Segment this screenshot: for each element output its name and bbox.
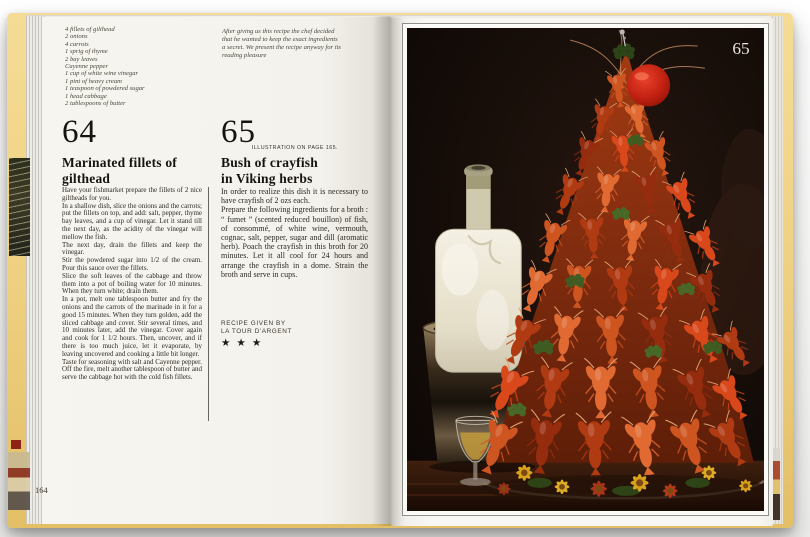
tomato-garnish [627,64,670,106]
right-page [391,18,773,526]
ingredient-line: 2 onions [65,33,88,41]
column-divider-rule [208,187,209,421]
recipe-64-paragraph: In a shallow dish, slice the onions and the carrots; put the fillets on top, and add: salt, pepper, thyme bay leaves, and a cup of vinegar. Let it stand till the next day, as the acidity of the vinegar will mellow the fish. [62,201,202,241]
underlying-page-artwork-fragment [9,158,30,256]
recipe-64-paragraph: Slice the soft leaves of the cabbage and throw them into a pot of boiling water for 10 minutes. When they turn white; drain them. [62,271,202,296]
illustration-reference-note: ILLUSTRATION ON PAGE 165. [252,145,338,151]
ingredient-line: 2 tablespoons of butter [65,100,126,108]
ingredient-list [65,26,145,107]
recipe-65-title-line: Bush of crayfish [221,155,318,170]
recipe-64-paragraph: The next day, drain the fillets and keep the vinegar. [62,240,202,257]
underlying-page-color-fragment [8,452,30,510]
left-page-number: 164 [35,485,48,495]
photo-frame [402,23,769,516]
ingredient-line: 2 bay leaves [65,55,98,63]
recipe-64-title: Marinated fillets of gilthead [62,155,177,186]
photo-page-number: 65 [732,39,750,59]
recipe-credit [221,320,292,336]
ingredient-line: 4 fillets of gilthead [65,26,115,33]
ingredient-line: 1 head cabbage [65,92,107,100]
rating-stars: ★★★ [221,338,268,349]
ingredient-line: 1 cup of white wine vinegar [65,70,139,78]
ingredient-line: 1 sprig of thyme [65,48,108,56]
recipe-65-title-line: in Viking herbs [221,170,313,186]
recipe-64-paragraph: Have your fishmarket prepare the fillets of 2 nice giltheads for you. [62,186,202,202]
recipe-credit-line: LA TOUR D'ARGENT [221,328,292,335]
recipe-64-number: 64 [62,114,97,150]
editor-note: After giving us this recipe the chef decided that he wanted to keep the exact ingredients a secret. We present the recipe anyway for its reading pleasure [222,28,341,59]
ingredient-line: 4 carrots [65,40,89,48]
ingredient-line: 1 teaspoon of powdered sugar [65,85,145,93]
recipe-65-body [221,187,368,279]
recipe-65-paragraph: In order to realize this dish it is necessary to have crayfish of 2 ozs each. [221,187,368,206]
recipe-64-paragraph: Stir the powdered sugar into 1/2 of the cream. Pour this sauce over the fillets. [62,256,202,272]
recipe-65-title [221,155,371,186]
recipe-64-body [62,187,202,382]
underlying-page-color-fragment [11,440,21,449]
ingredient-line: Cayenne pepper [65,63,109,71]
recipe-64-paragraph: Taste for seasoning with salt and Cayenne pepper. [62,357,202,366]
recipe-credit-line: RECIPE GIVEN BY [221,320,286,327]
recipe-64-paragraph: Off the fire, melt another tablespoon of butter and serve the cabbage hot with the cold fish fillets. [62,365,202,382]
recipe-64-paragraph: In a pot, melt one tablespoon butter and fry the onions and the carrots of the marinade in it for a good 15 minutes. When they turn golden, add the sliced cabbage and cover. Stir several times, and 10 minutes later, add the vinegar. Cover again and cook for 1 1/2 hours. Then, uncover, and if there is too much juice, let it evaporate, by leaving uncovered and cooking a little bit longer. [62,295,202,358]
crayfish-photo [407,28,764,511]
left-page [42,17,391,524]
recipe-65-paragraph: Prepare the following ingredients for a broth : “ fumet ” (scented reduced bouillon) of fish, of consommé, of white wine, vermouth, cognac, salt, pepper, sugar and dill (aromatic herb). Poach the crayfish in this broth for 20 minutes. Let it all cool for 24 hours and arrange the crayfish in a dome. Strain the broth and serve in cups. [221,205,368,279]
recipe-65-number: 65 [221,114,256,150]
ingredient-line: 1 pint of heavy cream [65,77,122,85]
